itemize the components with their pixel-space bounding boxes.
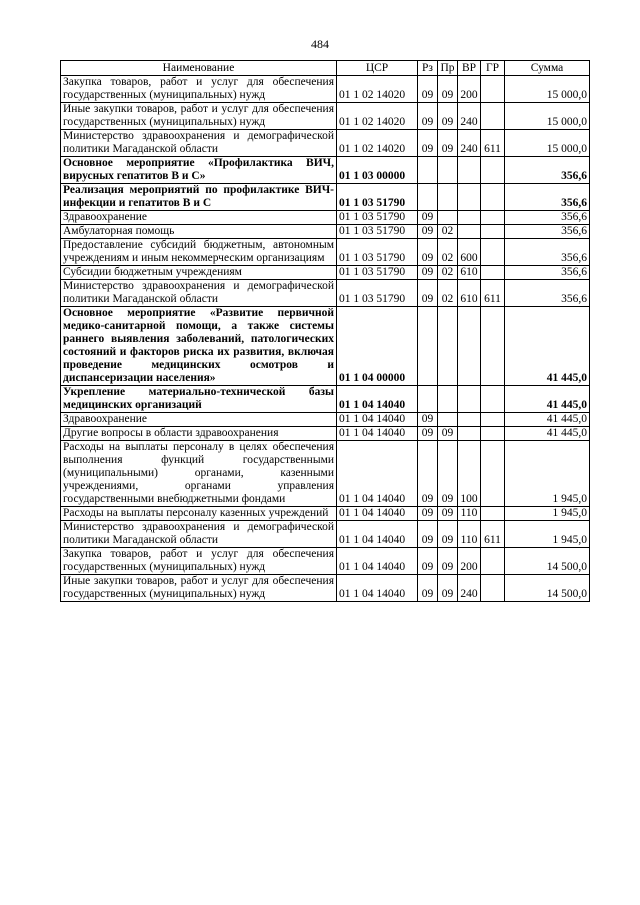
table-row <box>61 441 590 507</box>
cell-pr: 09 <box>438 575 458 602</box>
cell-pr <box>438 413 458 427</box>
cell-pr: 09 <box>438 103 458 130</box>
cell-sum: 41 445,0 <box>505 386 590 413</box>
table-row <box>61 280 590 307</box>
cell-sum: 356,6 <box>505 225 590 239</box>
table-row <box>61 157 590 184</box>
cell-csr: 01 1 04 14040 <box>337 521 418 548</box>
header-name: Наименование <box>61 61 337 76</box>
cell-vr: 240 <box>458 130 481 157</box>
cell-vr: 600 <box>458 239 481 266</box>
cell-rz: 09 <box>418 575 438 602</box>
budget-table <box>60 60 590 602</box>
cell-rz: 09 <box>418 103 438 130</box>
header-sum: Сумма <box>505 61 590 76</box>
header-pr: Пр <box>438 61 458 76</box>
cell-vr <box>458 386 481 413</box>
cell-rz: 09 <box>418 266 438 280</box>
cell-name: Иные закупки товаров, работ и услуг для обеспечения государственных (муниципальных) нужд <box>61 575 337 602</box>
header-rz: Рз <box>418 61 438 76</box>
cell-rz: 09 <box>418 427 438 441</box>
cell-gr <box>481 211 505 225</box>
cell-vr: 200 <box>458 76 481 103</box>
cell-csr: 01 1 03 51790 <box>337 266 418 280</box>
table-row <box>61 307 590 386</box>
cell-pr <box>438 307 458 386</box>
cell-name: Основное мероприятие «Профилактика ВИЧ, вирусных гепатитов В и С» <box>61 157 337 184</box>
table-row <box>61 507 590 521</box>
cell-name: Иные закупки товаров, работ и услуг для обеспечения государственных (муниципальных) нужд <box>61 103 337 130</box>
cell-rz: 09 <box>418 413 438 427</box>
cell-vr: 200 <box>458 548 481 575</box>
cell-name: Министерство здравоохранения и демографической политики Магаданской области <box>61 280 337 307</box>
cell-gr <box>481 427 505 441</box>
table-row <box>61 548 590 575</box>
cell-name: Здравоохранение <box>61 413 337 427</box>
cell-pr <box>438 157 458 184</box>
table-row <box>61 575 590 602</box>
header-csr: ЦСР <box>337 61 418 76</box>
cell-vr <box>458 211 481 225</box>
cell-sum: 356,6 <box>505 266 590 280</box>
cell-pr <box>438 184 458 211</box>
cell-gr <box>481 184 505 211</box>
cell-name: Субсидии бюджетным учреждениям <box>61 266 337 280</box>
cell-name: Расходы на выплаты персоналу в целях обеспечения выполнения функций государственными (муниципальными) органами, казенными учреждениями, органами управления государственными внебюджетными фондами <box>61 441 337 507</box>
cell-vr: 110 <box>458 507 481 521</box>
cell-name: Укрепление материально-технической базы медицинских организаций <box>61 386 337 413</box>
cell-name: Основное мероприятие «Развитие первичной медико-санитарной помощи, а также системы раннего выявления заболеваний, патологических состояний и факторов риска их развития, включая проведение медицинских осмотров и диспансеризации населения» <box>61 307 337 386</box>
cell-rz: 09 <box>418 239 438 266</box>
table-row <box>61 130 590 157</box>
table-row <box>61 521 590 548</box>
cell-csr: 01 1 02 14020 <box>337 130 418 157</box>
cell-name: Реализация мероприятий по профилактике ВИЧ-инфекции и гепатитов В и С <box>61 184 337 211</box>
cell-pr: 09 <box>438 548 458 575</box>
cell-gr <box>481 413 505 427</box>
cell-gr: 611 <box>481 521 505 548</box>
cell-sum: 15 000,0 <box>505 103 590 130</box>
cell-sum: 15 000,0 <box>505 76 590 103</box>
cell-csr: 01 1 03 51790 <box>337 225 418 239</box>
cell-gr <box>481 225 505 239</box>
cell-csr: 01 1 02 14020 <box>337 103 418 130</box>
table-row <box>61 103 590 130</box>
table-row <box>61 386 590 413</box>
cell-rz <box>418 307 438 386</box>
cell-vr: 110 <box>458 521 481 548</box>
header-vr: ВР <box>458 61 481 76</box>
cell-csr: 01 1 04 14040 <box>337 413 418 427</box>
cell-sum: 41 445,0 <box>505 413 590 427</box>
cell-gr <box>481 266 505 280</box>
cell-pr: 02 <box>438 266 458 280</box>
cell-vr: 100 <box>458 441 481 507</box>
cell-pr: 09 <box>438 521 458 548</box>
cell-csr: 01 1 03 51790 <box>337 280 418 307</box>
cell-vr <box>458 184 481 211</box>
cell-gr <box>481 103 505 130</box>
cell-pr: 02 <box>438 239 458 266</box>
cell-gr: 611 <box>481 280 505 307</box>
cell-csr: 01 1 04 14040 <box>337 548 418 575</box>
cell-vr: 610 <box>458 266 481 280</box>
cell-csr: 01 1 04 14040 <box>337 427 418 441</box>
header-gr: ГР <box>481 61 505 76</box>
cell-vr: 610 <box>458 280 481 307</box>
cell-rz <box>418 157 438 184</box>
cell-vr <box>458 307 481 386</box>
cell-rz: 09 <box>418 521 438 548</box>
cell-pr: 02 <box>438 280 458 307</box>
table-body <box>61 76 590 602</box>
cell-pr: 09 <box>438 76 458 103</box>
cell-rz: 09 <box>418 507 438 521</box>
table-header-row <box>61 61 590 76</box>
cell-sum: 356,6 <box>505 211 590 225</box>
cell-rz: 09 <box>418 76 438 103</box>
cell-csr: 01 1 03 51790 <box>337 184 418 211</box>
cell-rz: 09 <box>418 280 438 307</box>
cell-pr: 02 <box>438 225 458 239</box>
cell-rz: 09 <box>418 225 438 239</box>
cell-csr: 01 1 03 51790 <box>337 211 418 225</box>
cell-gr <box>481 239 505 266</box>
cell-vr <box>458 157 481 184</box>
table-row <box>61 427 590 441</box>
cell-csr: 01 1 04 00000 <box>337 307 418 386</box>
page-number: 484 <box>311 37 329 51</box>
table-row <box>61 239 590 266</box>
cell-csr: 01 1 03 00000 <box>337 157 418 184</box>
cell-name: Расходы на выплаты персоналу казенных учреждений <box>61 507 337 521</box>
table-row <box>61 413 590 427</box>
cell-name: Здравоохранение <box>61 211 337 225</box>
cell-rz: 09 <box>418 211 438 225</box>
cell-rz <box>418 184 438 211</box>
cell-gr <box>481 157 505 184</box>
cell-vr: 240 <box>458 103 481 130</box>
cell-gr <box>481 76 505 103</box>
table-row <box>61 266 590 280</box>
cell-gr <box>481 386 505 413</box>
cell-sum: 356,6 <box>505 157 590 184</box>
cell-vr <box>458 413 481 427</box>
cell-sum: 41 445,0 <box>505 427 590 441</box>
cell-name: Закупка товаров, работ и услуг для обеспечения государственных (муниципальных) нужд <box>61 76 337 103</box>
cell-pr: 09 <box>438 507 458 521</box>
cell-vr: 240 <box>458 575 481 602</box>
cell-sum: 14 500,0 <box>505 575 590 602</box>
cell-rz: 09 <box>418 130 438 157</box>
cell-name: Предоставление субсидий бюджетным, автономным учреждениям и иным некоммерческим организациям <box>61 239 337 266</box>
cell-vr <box>458 427 481 441</box>
cell-gr: 611 <box>481 130 505 157</box>
cell-csr: 01 1 04 14040 <box>337 575 418 602</box>
cell-csr: 01 1 04 14040 <box>337 507 418 521</box>
cell-gr <box>481 575 505 602</box>
table-row <box>61 76 590 103</box>
cell-csr: 01 1 02 14020 <box>337 76 418 103</box>
cell-sum: 14 500,0 <box>505 548 590 575</box>
cell-csr: 01 1 04 14040 <box>337 386 418 413</box>
cell-name: Министерство здравоохранения и демографической политики Магаданской области <box>61 130 337 157</box>
cell-rz: 09 <box>418 441 438 507</box>
cell-sum: 356,6 <box>505 184 590 211</box>
cell-csr: 01 1 04 14040 <box>337 441 418 507</box>
cell-sum: 1 945,0 <box>505 521 590 548</box>
table-row <box>61 225 590 239</box>
cell-gr <box>481 507 505 521</box>
cell-pr: 09 <box>438 427 458 441</box>
cell-pr: 09 <box>438 130 458 157</box>
cell-sum: 356,6 <box>505 280 590 307</box>
cell-name: Амбулаторная помощь <box>61 225 337 239</box>
cell-rz: 09 <box>418 548 438 575</box>
cell-name: Другие вопросы в области здравоохранения <box>61 427 337 441</box>
cell-pr <box>438 211 458 225</box>
cell-name: Закупка товаров, работ и услуг для обеспечения государственных (муниципальных) нужд <box>61 548 337 575</box>
cell-sum: 1 945,0 <box>505 441 590 507</box>
cell-pr: 09 <box>438 441 458 507</box>
cell-sum: 356,6 <box>505 239 590 266</box>
cell-gr <box>481 548 505 575</box>
cell-gr <box>481 307 505 386</box>
cell-sum: 41 445,0 <box>505 307 590 386</box>
cell-name: Министерство здравоохранения и демографической политики Магаданской области <box>61 521 337 548</box>
cell-rz <box>418 386 438 413</box>
cell-pr <box>438 386 458 413</box>
table-row <box>61 184 590 211</box>
table-row <box>61 211 590 225</box>
cell-csr: 01 1 03 51790 <box>337 239 418 266</box>
cell-sum: 1 945,0 <box>505 507 590 521</box>
cell-sum: 15 000,0 <box>505 130 590 157</box>
cell-vr <box>458 225 481 239</box>
cell-gr <box>481 441 505 507</box>
